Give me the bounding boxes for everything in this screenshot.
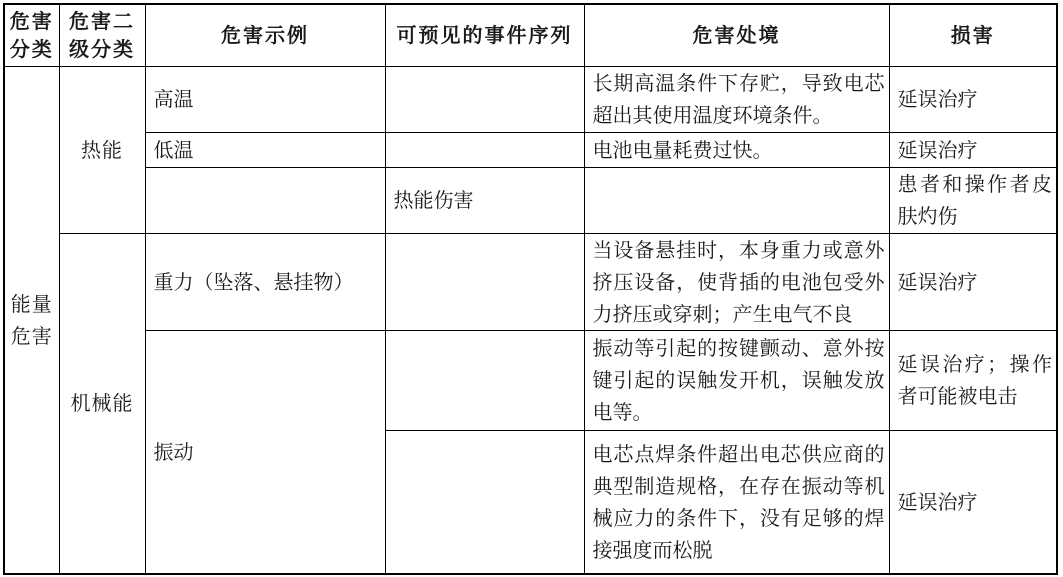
cell-event-sequence: 热能伤害 (385, 167, 584, 233)
cell-subcategory-thermal: 热能 (59, 66, 145, 233)
cell-hazard-example: 低温 (145, 132, 385, 167)
col-header-hazard-class: 危害分类 (4, 4, 59, 66)
table-row (4, 233, 1057, 330)
col-header-hazard-subclass: 危害二级分类 (59, 4, 145, 66)
cell-harm: 延误治疗 (889, 430, 1057, 574)
table-row (4, 66, 1057, 132)
cell-harm: 患者和操作者皮肤灼伤 (889, 167, 1057, 233)
col-header-event-sequence: 可预见的事件序列 (385, 4, 584, 66)
cell-hazard-example: 振动 (145, 330, 385, 574)
cell-hazard-situation: 当设备悬挂时，本身重力或意外挤压设备，使背插的电池包受外力挤压或穿刺；产生电气不良 (584, 233, 889, 330)
cell-harm: 延误治疗 (889, 132, 1057, 167)
table-row (4, 330, 1057, 430)
header-row (4, 4, 1057, 66)
cell-hazard-category: 能量危害 (4, 66, 59, 574)
cell-event-sequence (385, 430, 584, 574)
cell-harm: 延误治疗 (889, 233, 1057, 330)
table-row (4, 167, 1057, 233)
cell-hazard-situation: 长期高温条件下存贮，导致电芯超出其使用温度环境条件。 (584, 66, 889, 132)
col-header-hazard-example: 危害示例 (145, 4, 385, 66)
table-row (4, 132, 1057, 167)
col-header-hazard-situation: 危害处境 (584, 4, 889, 66)
cell-event-sequence (385, 330, 584, 430)
cell-hazard-example: 高温 (145, 66, 385, 132)
cell-harm: 延误治疗 (889, 66, 1057, 132)
cell-hazard-situation: 电池电量耗费过快。 (584, 132, 889, 167)
hazard-analysis-table (3, 3, 1058, 575)
cell-event-sequence (385, 132, 584, 167)
cell-event-sequence (385, 66, 584, 132)
cell-harm: 延误治疗；操作者可能被电击 (889, 330, 1057, 430)
cell-event-sequence (385, 233, 584, 330)
cell-hazard-example (145, 167, 385, 233)
cell-hazard-situation (584, 167, 889, 233)
col-header-harm: 损害 (889, 4, 1057, 66)
cell-hazard-situation: 电芯点焊条件超出电芯供应商的典型制造规格，在存在振动等机械应力的条件下，没有足够的焊接强度而松脱 (584, 430, 889, 574)
cell-hazard-example: 重力（坠落、悬挂物） (145, 233, 385, 330)
cell-hazard-situation: 振动等引起的按键颤动、意外按键引起的误触发开机，误触发放电等。 (584, 330, 889, 430)
cell-subcategory-mechanical: 机械能 (59, 233, 145, 574)
